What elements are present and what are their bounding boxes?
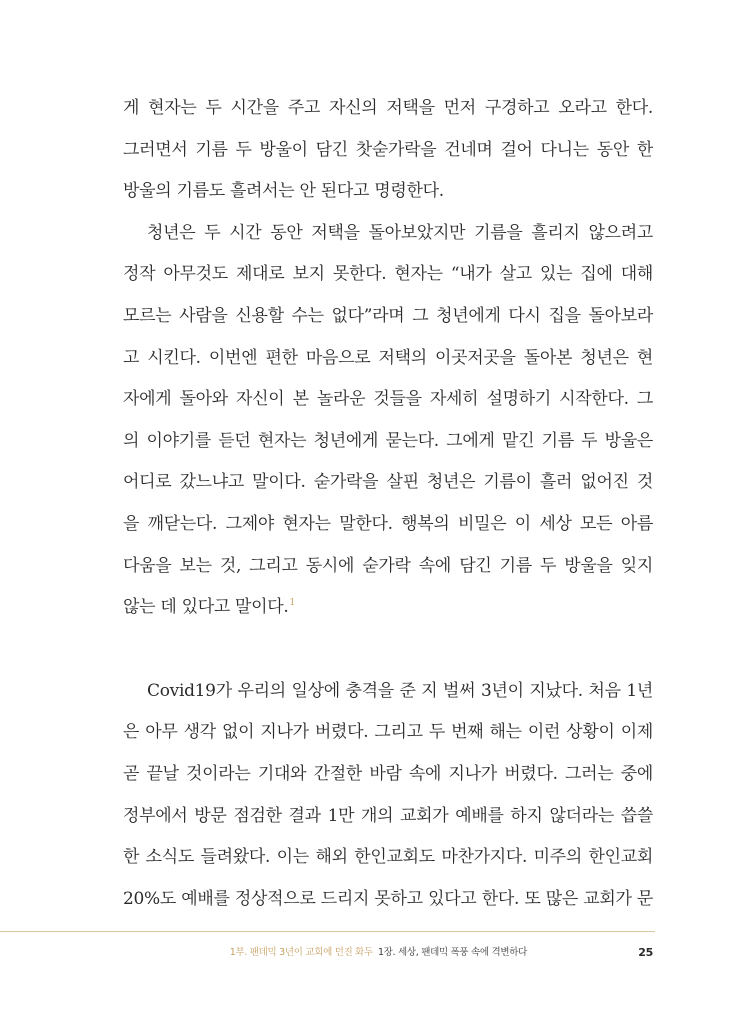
text-line: 게 현자는 두 시간을 주고 자신의 저택을 먼저 구경하고 오라고 한다. xyxy=(123,98,653,118)
footer-part-title: 1부. 팬데믹 3년이 교회에 던진 화두 xyxy=(229,947,373,958)
paragraph-2 xyxy=(123,213,653,629)
text-line: 20%도 예배를 정상적으로 드리지 못하고 있다고 한다. 또 많은 교회가 문 xyxy=(123,888,653,909)
text-line: 그러면서 기름 두 방울이 담긴 찻숟가락을 건네며 걸어 다니는 동안 한 xyxy=(123,139,653,160)
page-body xyxy=(123,88,653,920)
page-number: 25 xyxy=(638,946,653,959)
text-line: 방울의 기름도 흘려서는 안 된다고 명령한다. xyxy=(123,181,444,202)
text-line: 어디로 갔느냐고 말이다. 숟가락을 살핀 청년은 기름이 흘러 없어진 것 xyxy=(123,472,653,493)
paragraph-1 xyxy=(123,88,653,213)
text-line: 청년은 두 시간 동안 저택을 돌아보았지만 기름을 흘리지 않으려고 xyxy=(147,222,653,243)
text-line: 의 이야기를 듣던 현자는 청년에게 묻는다. 그에게 맡긴 기름 두 방울은 xyxy=(123,430,653,451)
page-footer xyxy=(0,945,655,961)
text-line: 않는 데 있다고 말이다. xyxy=(123,597,289,618)
text-line: 모르는 사람을 신용할 수는 없다”라며 그 청년에게 다시 집을 돌아보라 xyxy=(123,305,653,326)
text-line: 정작 아무것도 제대로 보지 못한다. 현자는 “내가 살고 있는 집에 대해 xyxy=(123,264,653,285)
text-line: Covid19가 우리의 일상에 충격을 준 지 벌써 3년이 지났다. 처음 1년 xyxy=(147,680,653,701)
text-line: 고 시킨다. 이번엔 편한 마음으로 저택의 이곳저곳을 돌아본 청년은 현 xyxy=(123,347,653,368)
text-line: 한 소식도 들려왔다. 이는 해외 한인교회도 마찬가지다. 미주의 한인교회 xyxy=(123,847,653,868)
text-line: 은 아무 생각 없이 지나가 버렸다. 그리고 두 번째 해는 이런 상황이 이제 xyxy=(123,722,653,743)
text-line: 곧 끝날 것이라는 기대와 간절한 바람 속에 지나가 버렸다. 그러는 중에 xyxy=(123,763,653,784)
running-header xyxy=(230,945,527,961)
section-gap xyxy=(123,629,653,671)
footer-divider xyxy=(0,931,655,932)
text-line: 다움을 보는 것, 그리고 동시에 숟가락 속에 담긴 기름 두 방울을 잊지 xyxy=(123,555,653,576)
text-line: 을 깨닫는다. 그제야 현자는 말한다. 행복의 비밀은 이 세상 모든 아름 xyxy=(123,513,653,534)
footer-chapter-title: 1장. 세상, 팬데믹 폭풍 속에 격변하다 xyxy=(377,947,527,958)
paragraph-3 xyxy=(123,671,653,921)
text-line: 정부에서 방문 점검한 결과 1만 개의 교회가 예배를 하지 않더라는 씁쓸 xyxy=(123,805,653,826)
text-line: 자에게 돌아와 자신이 본 놀라운 것들을 자세히 설명하기 시작한다. 그 xyxy=(123,389,653,410)
text-line-with-footnote xyxy=(123,587,653,629)
footnote-marker[interactable]: 1 xyxy=(289,598,295,609)
